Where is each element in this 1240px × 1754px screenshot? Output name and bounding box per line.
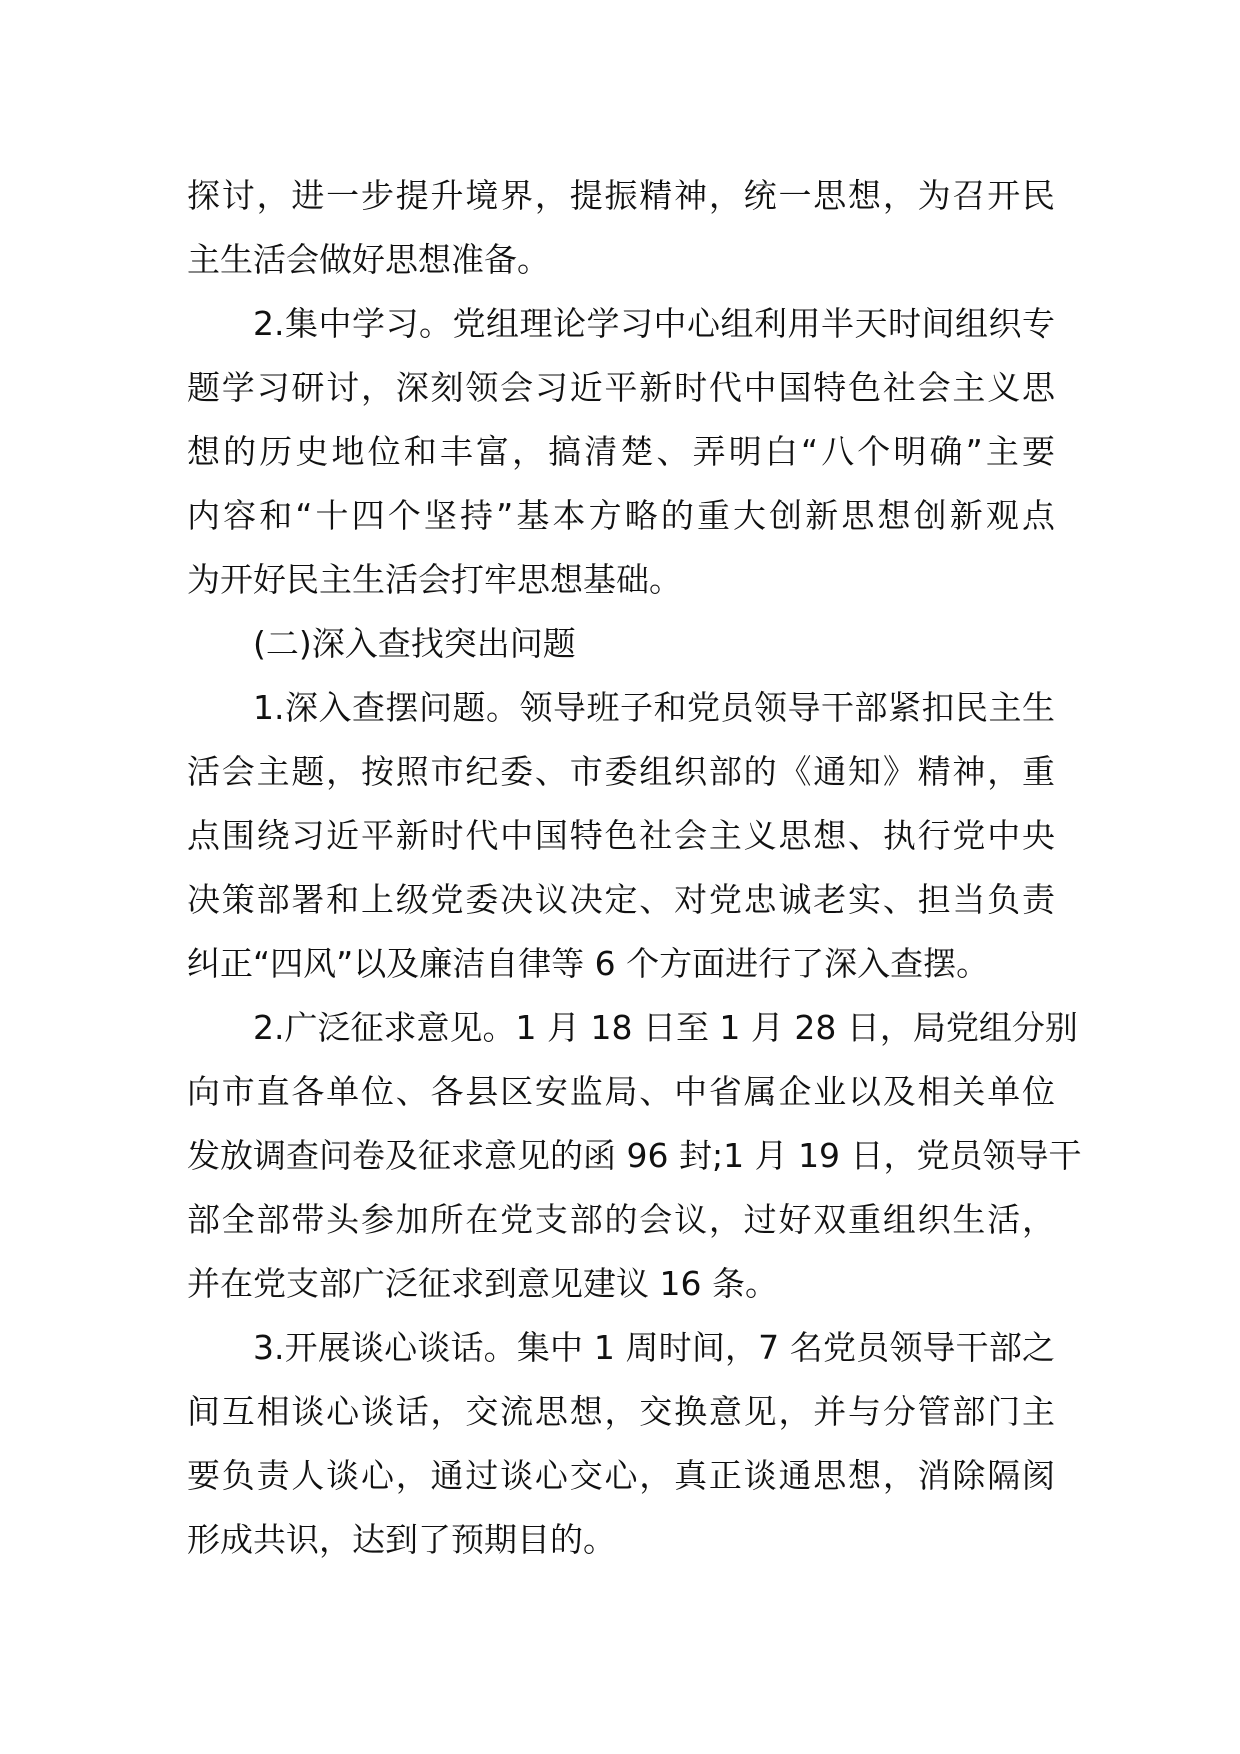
text-line: 间互相谈心谈话，交流思想，交换意见，并与分管部门主 [187, 1392, 1055, 1431]
text-line: 并在党支部广泛征求到意见建议 16 条。 [187, 1264, 778, 1303]
section-heading: (二)深入查找突出问题 [253, 624, 576, 663]
paragraph-first-line: 1.深入查摆问题。领导班子和党员领导干部紧扣民主生 [253, 688, 1055, 727]
paragraph-first-line: 2.广泛征求意见。1 月 18 日至 1 月 28 日，局党组分别 [253, 1008, 1078, 1047]
text-line: 向市直各单位、各县区安监局、中省属企业以及相关单位 [187, 1072, 1055, 1111]
text-line: 决策部署和上级党委决议决定、对党忠诚老实、担当负责 [187, 880, 1055, 919]
text-line: 想的历史地位和丰富，搞清楚、弄明白“八个明确”主要 [187, 432, 1055, 471]
document-body [187, 164, 1082, 1572]
text-line: 纠正“四风”以及廉洁自律等 6 个方面进行了深入查摆。 [187, 944, 990, 983]
text-line: 探讨，进一步提升境界，提振精神，统一思想，为召开民 [187, 176, 1055, 215]
text-line: 部全部带头参加所在党支部的会议，过好双重组织生活， [187, 1200, 1055, 1239]
text-line: 为开好民主生活会打牢思想基础。 [187, 560, 682, 599]
text-line: 题学习研讨，深刻领会习近平新时代中国特色社会主义思 [187, 368, 1055, 407]
text-line: 点围绕习近平新时代中国特色社会主义思想、执行党中央 [187, 816, 1055, 855]
paragraph-first-line: 2.集中学习。党组理论学习中心组利用半天时间组织专 [253, 304, 1055, 343]
paragraph-first-line: 3.开展谈心谈话。集中 1 周时间，7 名党员领导干部之 [253, 1328, 1055, 1367]
text-line: 内容和“十四个坚持”基本方略的重大创新思想创新观点 [187, 496, 1055, 535]
text-line: 形成共识，达到了预期目的。 [187, 1520, 616, 1559]
text-line: 发放调查问卷及征求意见的函 96 封;1 月 19 日，党员领导干 [187, 1136, 1082, 1175]
text-line: 要负责人谈心，通过谈心交心，真正谈通思想，消除隔阂 [187, 1456, 1055, 1495]
text-line: 主生活会做好思想准备。 [187, 240, 550, 279]
text-line: 活会主题，按照市纪委、市委组织部的《通知》精神，重 [187, 752, 1055, 791]
